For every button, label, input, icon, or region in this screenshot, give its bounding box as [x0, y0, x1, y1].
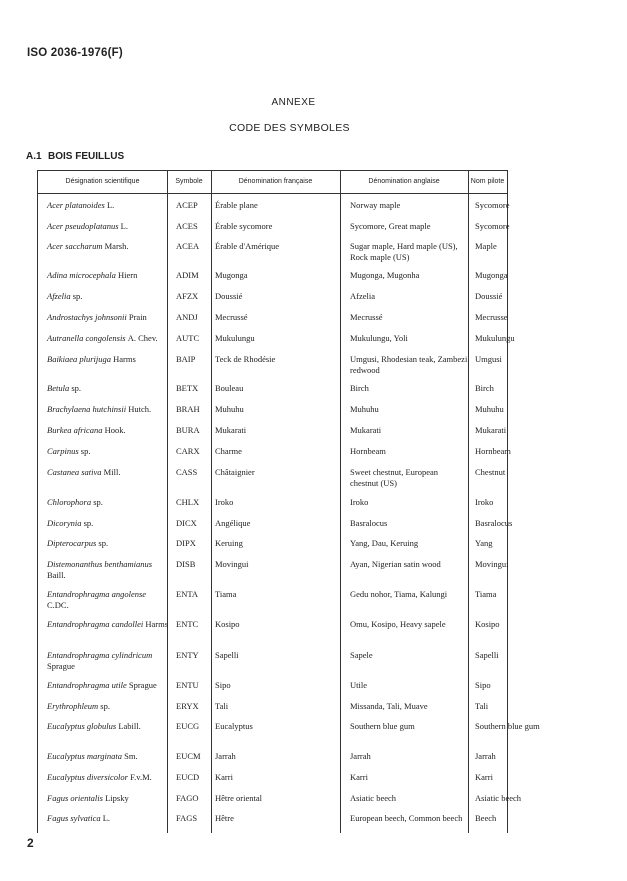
scientific-name-cell — [47, 589, 169, 610]
pilot-name-cell: Kosipo — [475, 619, 500, 629]
scientific-name: Dipterocarpus — [47, 538, 97, 548]
symbol-cell: ENTA — [176, 589, 198, 599]
symbol-cell: ACES — [176, 221, 198, 231]
english-name-cell: Sugar maple, Hard maple (US), Rock maple (US) — [350, 241, 458, 262]
pilot-name-cell: Mukulungu — [475, 333, 515, 343]
french-name-cell: Mecrussé — [215, 312, 248, 322]
pilot-name-cell: Karri — [475, 772, 493, 782]
section-title: BOIS FEUILLUS — [48, 151, 125, 162]
english-name-cell: Ayan, Nigerian satin wood — [350, 559, 441, 569]
scientific-name-cell — [47, 619, 169, 630]
pilot-name-cell: Doussié — [475, 291, 503, 301]
english-name-cell: Basralocus — [350, 518, 388, 528]
author-abbreviation: F.v.M. — [130, 772, 152, 782]
scientific-name: Androstachys johnsonii — [47, 312, 127, 322]
scientific-name-cell — [47, 446, 169, 457]
french-name-cell: Doussié — [215, 291, 243, 301]
symbol-cell: ERYX — [176, 701, 199, 711]
annex-label — [0, 97, 627, 108]
scientific-name: Entandrophragma cylindricum — [47, 650, 153, 660]
symbol-cell: BRAH — [176, 404, 200, 414]
pilot-name-cell: Hornbeam — [475, 446, 511, 456]
pilot-name-cell: Mugonga — [475, 270, 508, 280]
scientific-name: Fagus sylvatica — [47, 813, 101, 823]
french-name-cell: Mugonga — [215, 270, 248, 280]
scientific-name-cell — [47, 751, 169, 762]
scientific-name: Autranella congolensis — [47, 333, 126, 343]
english-name-cell: Muhuhu — [350, 404, 379, 414]
english-name-cell: Utile — [350, 680, 367, 690]
scientific-name-cell — [47, 467, 169, 478]
french-name-cell: Charme — [215, 446, 242, 456]
symbol-cell: AFZX — [176, 291, 199, 301]
column-header-scientific: Désignation scientifique — [65, 178, 140, 185]
pilot-name-cell: Asiatic beech — [475, 793, 522, 803]
scientific-name-cell — [47, 650, 169, 671]
scientific-name-cell — [47, 518, 169, 529]
scientific-name: Baikiaea plurijuga — [47, 354, 111, 364]
scientific-name: Entandrophragma utile — [47, 680, 127, 690]
symbol-cell: EUCG — [176, 721, 200, 731]
symbol-cell: ENTC — [176, 619, 199, 629]
symbol-cell: ENTU — [176, 680, 199, 690]
symbol-cell: ADIM — [176, 270, 199, 280]
author-abbreviation: sp. — [100, 701, 110, 711]
table-row — [38, 721, 540, 745]
table-row — [38, 589, 507, 613]
author-abbreviation: sp. — [72, 291, 83, 301]
scientific-name: Acer saccharum — [47, 241, 103, 251]
column-header-symbol: Symbole — [175, 178, 203, 185]
scientific-name: Eucalyptus marginata — [47, 751, 122, 761]
symbol-cell: DICX — [176, 518, 197, 528]
author-abbreviation: Sm. — [124, 751, 138, 761]
french-name-cell: Érable sycomore — [215, 221, 273, 231]
symbol-cell: CARX — [176, 446, 200, 456]
author-abbreviation: Lipsky — [105, 793, 129, 803]
scientific-name: Carpinus — [47, 446, 79, 456]
author-abbreviation: Prain — [128, 312, 147, 322]
scientific-name: Betula — [47, 383, 70, 393]
scientific-name-cell — [47, 221, 169, 232]
author-abbreviation: sp. — [98, 538, 109, 548]
author-abbreviation: sp. — [93, 497, 103, 507]
annex-title-text: CODE DES SYMBOLES — [229, 122, 350, 134]
french-name-cell: Châtaignier — [215, 467, 255, 477]
table-row — [38, 619, 507, 643]
page-number: 2 — [27, 836, 34, 850]
author-abbreviation: L. — [102, 813, 111, 823]
pilot-name-cell: Sipo — [475, 680, 491, 690]
english-name-cell: Sycomore, Great maple — [350, 221, 431, 231]
symbol-cell: FAGO — [176, 793, 199, 803]
pilot-name-cell: Tali — [475, 701, 489, 711]
scientific-name: Erythrophleum — [47, 701, 99, 711]
english-name-cell: Jarrah — [350, 751, 371, 761]
symbol-cell: EUCM — [176, 751, 201, 761]
scientific-name-cell — [47, 813, 169, 824]
author-abbreviation: C.DC. — [47, 599, 69, 610]
french-name-cell: Hêtre oriental — [215, 793, 262, 803]
pilot-name-cell: Yang — [475, 538, 493, 548]
scientific-name-cell — [47, 241, 169, 252]
symbol-cell: ACEA — [176, 241, 200, 251]
pilot-name-cell: Basralocus — [475, 518, 513, 528]
scientific-name-cell — [47, 312, 169, 323]
french-name-cell: Eucalyptus — [215, 721, 253, 731]
author-abbreviation: sp. — [83, 518, 94, 528]
pilot-name-cell: Chestnut — [475, 467, 506, 477]
section-heading — [26, 151, 124, 162]
scientific-name-cell — [47, 291, 169, 302]
column-header-english: Dénomination anglaise — [368, 178, 440, 185]
symbol-cell: AUTC — [176, 333, 200, 343]
english-name-cell: Norway maple — [350, 200, 401, 210]
scientific-name: Eucalyptus diversicolor — [47, 772, 128, 782]
symbol-cell: ENTY — [176, 650, 199, 660]
french-name-cell: Mukulungu — [215, 333, 255, 343]
english-name-cell: Mecrussé — [350, 312, 383, 322]
french-name-cell: Keruing — [215, 538, 243, 548]
symbol-cell: ACEP — [176, 200, 198, 210]
pilot-name-cell: Mukarati — [475, 425, 507, 435]
french-name-cell: Mukarati — [215, 425, 247, 435]
pilot-name-cell: Sycomore — [475, 221, 510, 231]
pilot-name-cell: Tiama — [475, 589, 497, 599]
scientific-name: Eucalyptus globulus — [47, 721, 117, 731]
annex-title — [0, 122, 627, 134]
scientific-name-cell — [47, 383, 169, 394]
pilot-name-cell: Sycomore — [475, 200, 510, 210]
english-name-cell: Birch — [350, 383, 369, 393]
scientific-name: Castanea sativa — [47, 467, 102, 477]
pilot-name-cell: Beech — [475, 813, 497, 823]
table-row — [38, 650, 507, 674]
section-number: A.1 — [26, 151, 42, 162]
author-abbreviation: L. — [120, 221, 128, 231]
english-name-cell: Asiatic beech — [350, 793, 397, 803]
english-name-cell: Hornbeam — [350, 446, 386, 456]
scientific-name: Brachylaena hutchinsii — [47, 404, 127, 414]
scientific-name-cell — [47, 559, 169, 580]
english-name-cell: Yang, Dau, Keruing — [350, 538, 419, 548]
french-name-cell: Hêtre — [215, 813, 234, 823]
french-name-cell: Iroko — [215, 497, 234, 507]
scientific-name-cell — [47, 404, 169, 415]
author-abbreviation: Hook. — [104, 425, 126, 435]
french-name-cell: Teck de Rhodésie — [215, 354, 276, 364]
pilot-name-cell: Maple — [475, 241, 497, 251]
scientific-name-cell — [47, 721, 169, 732]
pilot-name-cell: Umgusi — [475, 354, 502, 364]
symbol-cell: CASS — [176, 467, 198, 477]
author-abbreviation: Baill. — [47, 569, 66, 580]
french-name-cell: Karri — [215, 772, 233, 782]
scientific-name-cell — [47, 793, 169, 804]
author-abbreviation: Labill. — [118, 721, 141, 731]
symbol-cell: EUCD — [176, 772, 200, 782]
french-name-cell: Muhuhu — [215, 404, 244, 414]
english-name-cell: Karri — [350, 772, 368, 782]
french-name-cell: Angélique — [215, 518, 251, 528]
scientific-name-cell — [47, 701, 169, 712]
scientific-name: Dicorynia — [47, 518, 82, 528]
scientific-name-cell — [47, 354, 169, 365]
scientific-name-cell — [47, 270, 169, 281]
author-abbreviation: sp. — [80, 446, 91, 456]
scientific-name-cell — [47, 200, 169, 211]
scientific-name-cell — [47, 333, 169, 344]
column-header-french: Dénomination française — [238, 178, 313, 185]
table-row — [38, 354, 507, 378]
english-name-cell: European beech, Common beech — [350, 813, 463, 823]
symbol-cell: BURA — [176, 425, 200, 435]
english-name-cell: Missanda, Tali, Muave — [350, 701, 428, 711]
symbol-cell: DISB — [176, 559, 196, 569]
scientific-name: Acer platanoides — [47, 200, 105, 210]
symbol-cell: FAGS — [176, 813, 198, 823]
author-abbreviation: Sprague — [128, 680, 157, 690]
scientific-name: Afzelia — [47, 291, 71, 301]
french-name-cell: Bouleau — [215, 383, 244, 393]
author-abbreviation: Harms — [113, 354, 136, 364]
pilot-name-cell: Muhuhu — [475, 404, 504, 414]
scientific-name-cell — [47, 680, 169, 691]
table-row — [38, 559, 507, 583]
french-name-cell: Movingui — [215, 559, 249, 569]
author-abbreviation: A. Chev. — [127, 333, 158, 343]
french-name-cell: Tali — [215, 701, 229, 711]
symbol-cell: DIPX — [176, 538, 196, 548]
symbol-cell: BAIP — [176, 354, 196, 364]
author-abbreviation: L. — [106, 200, 115, 210]
pilot-name-cell: Iroko — [475, 497, 494, 507]
scientific-name-cell — [47, 538, 169, 549]
scientific-name: Entandrophragma angolense — [47, 589, 147, 599]
symbols-table — [37, 170, 540, 833]
english-name-cell: Gedu nohor, Tiama, Kalungi — [350, 589, 448, 599]
symbol-cell: ANDJ — [176, 312, 198, 322]
french-name-cell: Sipo — [215, 680, 231, 690]
french-name-cell: Jarrah — [215, 751, 236, 761]
english-name-cell: Iroko — [350, 497, 369, 507]
pilot-name-cell: Jarrah — [475, 751, 496, 761]
scientific-name: Acer pseudoplatanus — [47, 221, 119, 231]
pilot-name-cell: Birch — [475, 383, 494, 393]
scientific-name: Entandrophragma candollei — [47, 619, 144, 629]
author-abbreviation: sp. — [71, 383, 82, 393]
author-abbreviation: Harms — [145, 619, 169, 629]
french-name-cell: Tiama — [215, 589, 237, 599]
column-header-pilot: Nom pilote — [470, 178, 505, 185]
pilot-name-cell: Sapelli — [475, 650, 499, 660]
author-abbreviation: Marsh. — [104, 241, 129, 251]
author-abbreviation: Mill. — [103, 467, 121, 477]
author-abbreviation: Hutch. — [128, 404, 152, 414]
scientific-name-cell — [47, 425, 169, 436]
scientific-name: Fagus orientalis — [47, 793, 103, 803]
annex-label-text: ANNEXE — [271, 97, 316, 108]
pilot-name-cell: Movingui — [475, 559, 509, 569]
header-divider — [38, 193, 507, 194]
english-name-cell: Mugonga, Mugonha — [350, 270, 420, 280]
english-name-cell: Afzelia — [350, 291, 376, 301]
author-abbreviation: Sprague — [47, 660, 75, 671]
scientific-name-cell — [47, 772, 169, 783]
english-name-cell: Sapele — [350, 650, 373, 660]
scientific-name: Adina microcephala — [47, 270, 116, 280]
pilot-name-cell: Southern blue gum — [475, 721, 540, 731]
table-row — [38, 467, 507, 491]
symbol-cell: BETX — [176, 383, 199, 393]
english-name-cell: Omu, Kosipo, Heavy sapele — [350, 619, 446, 629]
french-name-cell: Érable plane — [215, 200, 258, 210]
document-id: ISO 2036-1976(F) — [27, 47, 123, 59]
english-name-cell: Sweet chestnut, European chestnut (US) — [350, 467, 439, 488]
pilot-name-cell: Mecrusse — [475, 312, 508, 322]
french-name-cell: Sapelli — [215, 650, 239, 660]
english-name-cell: Mukarati — [350, 425, 382, 435]
scientific-name: Chlorophora — [47, 497, 92, 507]
english-name-cell: Southern blue gum — [350, 721, 415, 731]
table-row — [38, 241, 507, 265]
scientific-name: Distemonanthus benthamianus — [47, 559, 153, 569]
scientific-name-cell — [47, 497, 169, 508]
table-row — [38, 813, 507, 837]
english-name-cell: Mukulungu, Yoli — [350, 333, 408, 343]
english-name-cell: Umgusi, Rhodesian teak, Zambezi redwood — [350, 354, 468, 375]
scientific-name: Burkea africana — [47, 425, 103, 435]
symbol-cell: CHLX — [176, 497, 200, 507]
french-name-cell: Kosipo — [215, 619, 240, 629]
author-abbreviation: Hiern — [117, 270, 138, 280]
french-name-cell: Érable d'Amérique — [215, 241, 280, 251]
